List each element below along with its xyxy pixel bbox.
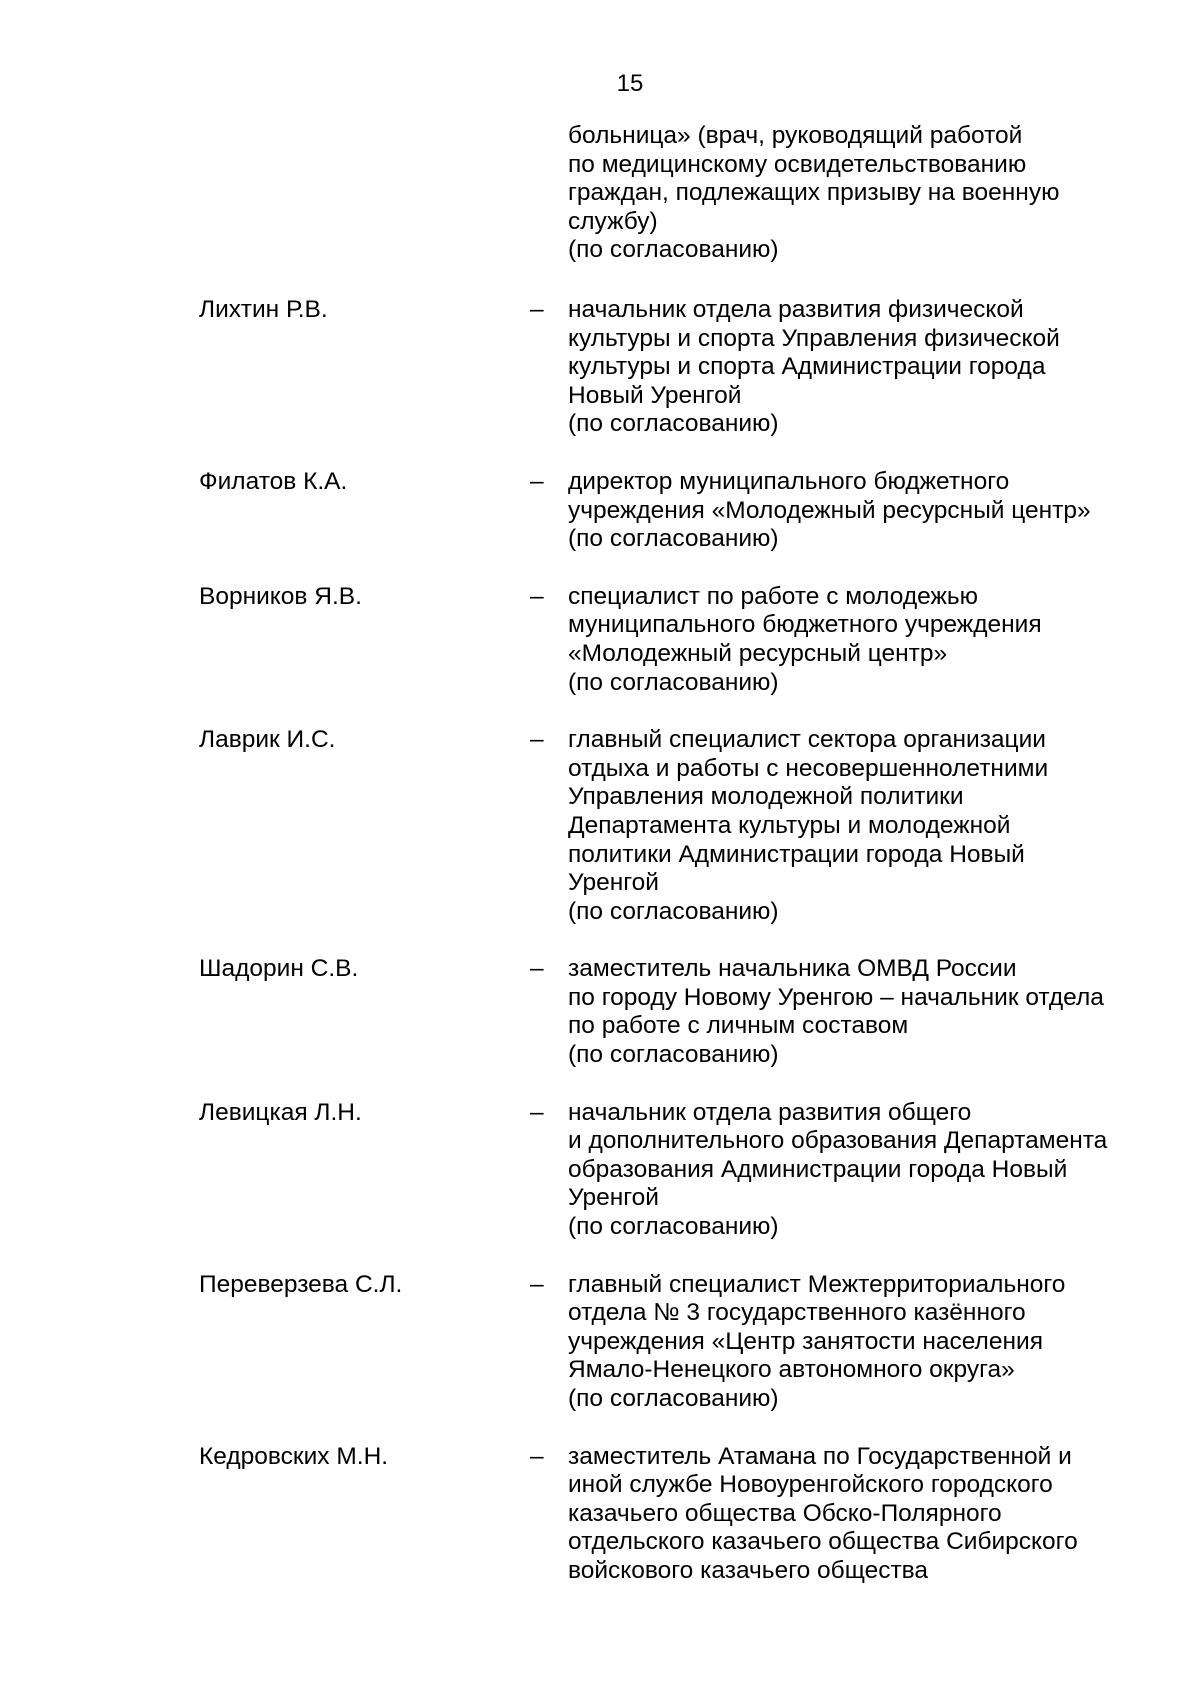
member-position	[568, 1099, 1178, 1242]
member-position	[568, 1443, 1178, 1586]
dash-separator: –	[530, 1098, 544, 1126]
description-line: культуры и спорта Администрации города	[568, 353, 1046, 381]
description-line: Уренгой	[568, 1184, 659, 1212]
description-line: «Молодежный ресурсный центр»	[568, 639, 948, 667]
member-name: Переверзева С.Л.	[199, 1270, 403, 1298]
member-name: Лаврик И.С.	[199, 726, 336, 754]
description-line: службу)	[568, 207, 658, 235]
description-line: директор муниципального бюджетного	[568, 467, 1010, 495]
dash-separator: –	[530, 1442, 544, 1470]
description-line: муниципального бюджетного учреждения	[568, 611, 1042, 639]
description-line: Уренгой	[568, 869, 659, 897]
member-position	[568, 583, 1178, 697]
description-line: (по согласованию)	[568, 236, 779, 264]
dash-separator: –	[530, 955, 544, 983]
description-line: политики Администрации города Новый	[568, 840, 1025, 868]
member-name: Шадорин С.В.	[199, 955, 359, 983]
description-line: (по согласованию)	[568, 1041, 779, 1069]
member-name: Филатов К.А.	[199, 467, 348, 495]
member-position	[568, 726, 1178, 926]
dash-separator: –	[530, 1270, 544, 1298]
member-position	[568, 468, 1178, 554]
description-line: Департамента культуры и молодежной	[568, 811, 1011, 839]
member-name: Кедровских М.Н.	[199, 1442, 389, 1470]
member-name: Лихтин Р.В.	[199, 296, 328, 323]
dash-separator: –	[530, 296, 544, 323]
member-entry	[0, 468, 1200, 554]
description-line: заместитель начальника ОМВД России	[568, 955, 1017, 983]
description-line: учреждения «Центр занятости населения	[568, 1327, 1043, 1355]
description-line: и дополнительного образования Департамента	[568, 1127, 1108, 1155]
continued-description	[568, 122, 1168, 265]
dash-separator: –	[530, 467, 544, 495]
description-line: (по согласованию)	[568, 410, 779, 438]
description-line: культуры и спорта Управления физической	[568, 324, 1060, 352]
member-entry	[0, 296, 1200, 439]
description-line: отдыха и работы с несовершеннолетними	[568, 754, 1049, 782]
description-line: по работе с личным составом	[568, 1012, 909, 1040]
description-line: главный специалист сектора организации	[568, 726, 1046, 754]
page-number: 15	[616, 70, 644, 97]
description-line: специалист по работе с молодежью	[568, 582, 979, 610]
dash-separator: –	[530, 582, 544, 610]
member-entry	[0, 1271, 1200, 1414]
description-line: (по согласованию)	[568, 668, 779, 696]
description-line: по городу Новому Уренгою – начальник отдела	[568, 983, 1104, 1011]
member-name: Ворников Я.В.	[199, 582, 362, 610]
description-line: начальник отдела развития физической	[568, 296, 1024, 323]
dash-separator: –	[530, 726, 544, 754]
description-line: (по согласованию)	[568, 1213, 779, 1241]
description-line: по медицинскому освидетельствованию	[568, 150, 1027, 178]
member-entry	[0, 726, 1200, 926]
description-line: главный специалист Межтерриториального	[568, 1270, 1066, 1298]
description-line: (по согласованию)	[568, 897, 779, 925]
description-line: отдела № 3 государственного казённого	[568, 1299, 1026, 1327]
description-line: казачьего общества Обско-Полярного	[568, 1499, 1002, 1527]
description-line: заместитель Атамана по Государственной и	[568, 1442, 1072, 1470]
member-entry	[0, 1099, 1200, 1242]
member-name: Левицкая Л.Н.	[199, 1098, 362, 1126]
description-line: иной службе Новоуренгойского городского	[568, 1471, 1053, 1499]
description-line: Управления молодежной политики	[568, 783, 964, 811]
description-line: Ямало-Ненецкого автономного округа»	[568, 1356, 1015, 1384]
member-position	[568, 955, 1178, 1069]
description-line: войскового казачьего общества	[568, 1556, 929, 1584]
member-position	[568, 296, 1178, 439]
description-line: образования Администрации города Новый	[568, 1155, 1068, 1183]
description-line: (по согласованию)	[568, 525, 779, 553]
member-entry	[0, 955, 1200, 1069]
description-line: больница» (врач, руководящий работой	[568, 122, 1023, 149]
description-line: учреждения «Молодежный ресурсный центр»	[568, 496, 1091, 524]
member-entry	[0, 1443, 1200, 1586]
description-line: (по согласованию)	[568, 1385, 779, 1412]
description-line: граждан, подлежащих призыву на военную	[568, 179, 1060, 207]
member-entry	[0, 583, 1200, 697]
description-line: начальник отдела развития общего	[568, 1098, 972, 1126]
member-position	[568, 1271, 1178, 1414]
description-line: отдельского казачьего общества Сибирского	[568, 1528, 1078, 1556]
description-line: Новый Уренгой	[568, 381, 742, 409]
member-list	[0, 296, 1200, 1615]
